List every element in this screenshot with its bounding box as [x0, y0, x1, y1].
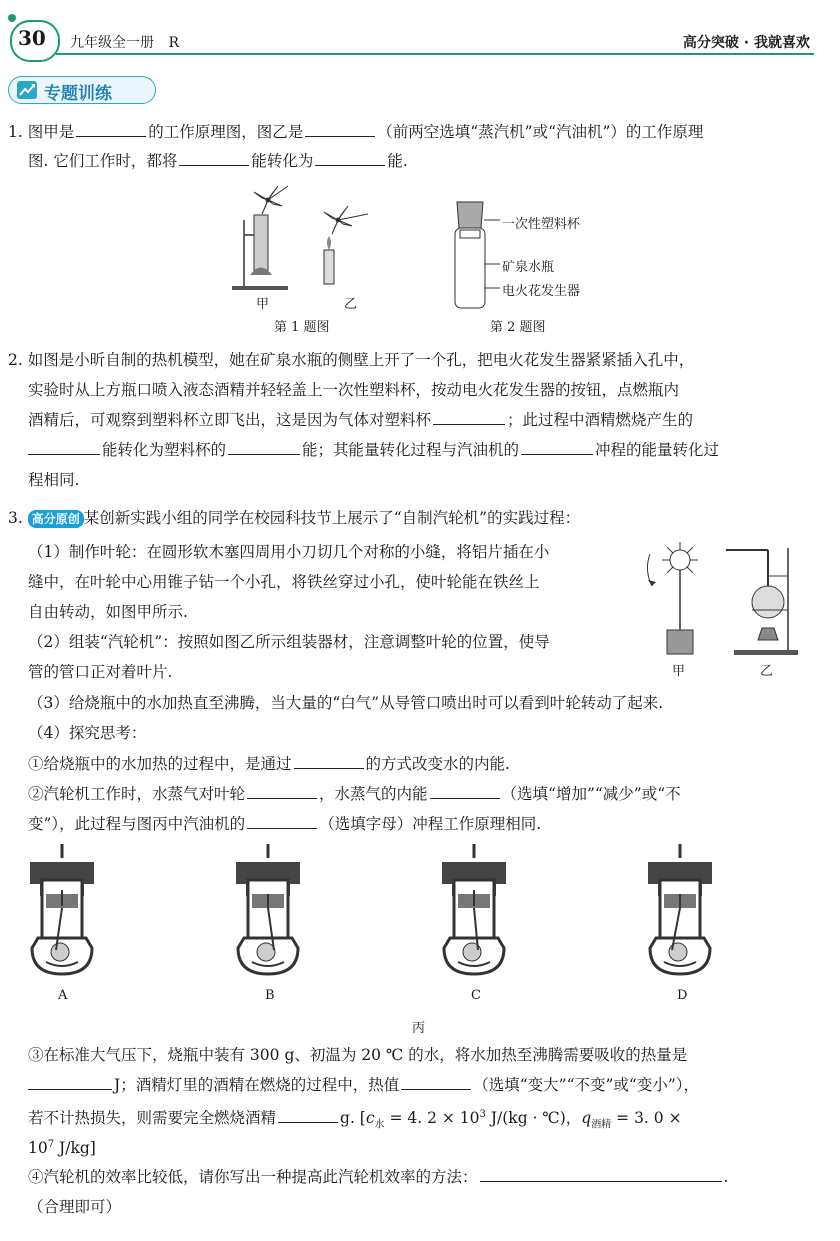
q3-s4: ④汽轮机的效率比较低，请你写出一种提高此汽轮机效率的方法： .: [28, 1168, 729, 1186]
header-edition: R: [168, 35, 179, 51]
fig2-caption: 第 2 题图: [490, 320, 546, 335]
q3-intro: 3. 高分原创 某创新实践小组的同学在校园科技节上展示了“自制汽轮机”的实践过程：: [8, 509, 581, 527]
q1-line1: 1. 图甲是 的工作原理图，图乙是 （前两空选填“蒸汽机”或“汽油机”）的工作原理: [8, 123, 704, 141]
q3-p1b: 缝中，在叶轮中心用锥子钻一个小孔，将铁丝穿过小孔，使叶轮能在铁丝上: [28, 573, 540, 591]
header-rule: [56, 53, 814, 55]
q3-p3: （3）给烧瓶中的水加热直至沸腾，当大量的“白气”从导管口喷出时可以看到叶轮转动了起来.: [28, 694, 664, 712]
blank[interactable]: [76, 122, 146, 137]
blank[interactable]: [247, 814, 317, 829]
q3-fig-label-yi: 乙: [760, 664, 774, 679]
chart-up-icon: [16, 80, 38, 100]
q2-line5: 程相同.: [28, 471, 80, 489]
blank[interactable]: [521, 440, 593, 455]
q3-p1a: （1）制作叶轮：在圆形软木塞四周用小刀切几个对称的小缝，将铝片插在小: [28, 543, 550, 561]
q2-line2: 实验时从上方瓶口喷入液态酒精并轻轻盖上一次性塑料杯，按动电火花发生器的按钮，点燃瓶内: [28, 381, 680, 399]
blank[interactable]: [430, 784, 500, 799]
blank[interactable]: [28, 440, 100, 455]
blank[interactable]: [433, 410, 505, 425]
q3-s3c: 若不计热损失，则需要完全燃烧酒精 g. [$c_水 = 4$. $2 \times 10^3$ J/(kg · ℃)，$q_{酒精} = 3$. 0 ×: [28, 1109, 682, 1131]
blank[interactable]: [179, 151, 249, 166]
q3-s3d: $10^7$ J/kg]: [28, 1139, 96, 1158]
q3-p4: （4）探究思考：: [28, 724, 147, 742]
blank[interactable]: [305, 122, 375, 137]
header-grade: 九年级全一册: [70, 35, 154, 51]
q3-p2b: 管的管口正对着叶片.: [28, 663, 173, 681]
fig2-leader-lines: [484, 212, 504, 292]
fig1-label-jia: 甲: [256, 297, 270, 312]
q3-s4b: （合理即可）: [28, 1198, 122, 1216]
q3-turbine-figure: [636, 540, 811, 660]
q2-line3: 酒精后，可观察到塑料杯立即飞出，这是因为气体对塑料杯 ；此过程中酒精燃烧产生的: [28, 411, 694, 429]
fig2-label-bottle: 矿泉水瓶: [502, 260, 555, 275]
q3-p1c: 自由转动，如图甲所示.: [28, 603, 188, 621]
q3-s3a: ③在标准大气压下，烧瓶中装有 300 g、初温为 20 ℃ 的水，将水加热至沸腾需要吸收的热量是: [28, 1046, 688, 1064]
q3-p2a: （2）组装“汽轮机”：按照如图乙所示组装器材，注意调整叶轮的位置，使导: [28, 633, 550, 651]
blank[interactable]: [401, 1075, 471, 1090]
blank[interactable]: [278, 1108, 338, 1123]
header-dot-icon: [8, 14, 16, 22]
q3-s2a: ②汽轮机工作时，水蒸气对叶轮 ，水蒸气的内能 （选填“增加”“减少”或“不: [28, 785, 681, 803]
q3-s2b: 变”），此过程与图丙中汽油机的 （选填字母）冲程工作原理相同.: [28, 815, 542, 833]
fig2-label-cup: 一次性塑料杯: [502, 217, 581, 232]
engine-caption: 丙: [412, 1021, 426, 1036]
engine-label-d: D: [677, 988, 688, 1003]
q3-s1: ①给烧瓶中的水加热的过程中，是通过 的方式改变水的内能.: [28, 755, 510, 773]
q3-s3b: J；酒精灯里的酒精在燃烧的过程中，热值 （选填“变大”“不变”或“变小”），: [28, 1075, 699, 1095]
engine-label-b: B: [265, 988, 275, 1003]
blank[interactable]: [294, 754, 364, 769]
fig1-caption: 第 1 题图: [274, 320, 330, 335]
section-title: 专题训练: [44, 84, 112, 104]
blank[interactable]: [480, 1167, 722, 1182]
page-number: 30: [18, 26, 46, 50]
fig2-label-igniter: 电火花发生器: [502, 284, 581, 299]
header-left-text: [70, 32, 179, 52]
q2-line4: 能转化为塑料杯的 能；其能量转化过程与汽油机的 冲程的能量转化过: [28, 440, 719, 460]
engine-diagrams: [20, 840, 800, 990]
engine-label-a: A: [58, 988, 68, 1003]
blank[interactable]: [228, 440, 300, 455]
original-badge: 高分原创: [28, 510, 84, 528]
fig1-label-yi: 乙: [344, 297, 358, 312]
blank[interactable]: [247, 784, 317, 799]
q3-fig-label-jia: 甲: [672, 664, 686, 679]
blank[interactable]: [315, 151, 385, 166]
q1-line2: 图. 它们工作时，都将 能转化为 能.: [28, 152, 408, 170]
header-right-text: 高分突破 · 我就喜欢: [682, 35, 810, 51]
engine-label-c: C: [471, 988, 481, 1003]
fig1-illustration: [228, 180, 378, 295]
q2-line1: 2. 如图是小昕自制的热机模型，她在矿泉水瓶的侧壁上开了一个孔，把电火花发生器紧紧插入孔中，: [8, 351, 695, 369]
blank[interactable]: [28, 1075, 112, 1090]
